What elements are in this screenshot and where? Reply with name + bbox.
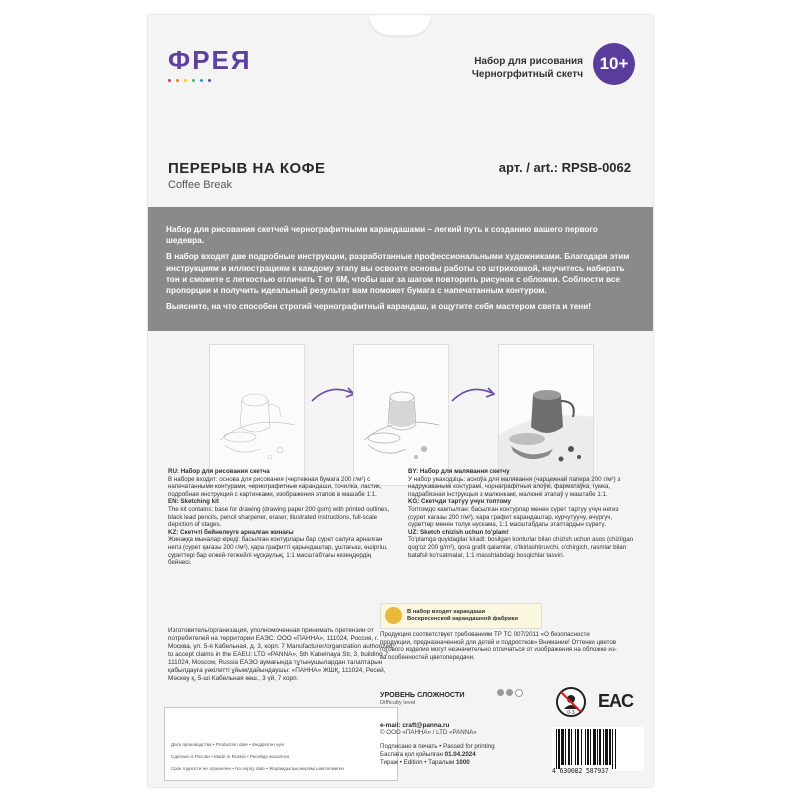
lang-body-en: The kit contains: base for drawing (drawing paper 200 gsm) with printed outlines, black lead pencils, pencil sharpener, eraser, illustrated instructions, full-scale depiction of stages. xyxy=(168,505,390,529)
difficulty-dot-filled xyxy=(506,689,513,696)
lang-label-kz: KZ: Скетчті бейнелеуге арналған жинағы xyxy=(168,528,294,536)
logo-dot xyxy=(208,79,211,82)
difficulty-dots xyxy=(497,689,523,697)
brand-logo xyxy=(168,45,252,82)
right-description-block xyxy=(408,468,638,559)
pencil-factory-badge xyxy=(380,603,542,629)
lang-label-en: EN: Sketching kit xyxy=(168,498,219,506)
logo-text: ФРЕЯ xyxy=(168,45,252,75)
barcode-bar xyxy=(568,729,570,765)
manufacturer-info: Изготовитель/организация, уполномоченная принимать претензии от потребителей на территории ЕАЭС: ООО «ПАННА», 111024, Россия, г. Москва, ул. 5-я Кабельная, д. 3, корп. 7 Manufacturer/organization authorized to accept claims in the EAEU: LTD «PANNA», 5th Kabelnaya Str, 3, building 7, 111024, Moscow, Russia ЕАЭО аумағында тұтынушылардан талаптарын қабылдауға уәкілетті ұйым/дайындаушы: «ПАННА» ЖШҚ, 111024, Ресей, Мәскеу қ, 5-ші Кабельная көш., 3 үй, 7 корп. xyxy=(168,627,393,682)
sketch-stage-1-image xyxy=(209,344,305,486)
print-info xyxy=(380,743,495,766)
lang-body-kg: Топтомдо камтылган: басылган контурлар менен сүрөт тартуу үчүн негиз (сүрөт кагазы 200 г/м²), кара графит карандаштар, курчутуучу, өчүргүч, сүрөттөр менен толук нускама, 1:1 масштабдагы этаптардын сүрөтү. xyxy=(408,505,619,529)
product-card xyxy=(148,15,653,787)
logo-dot xyxy=(192,79,195,82)
contact-email: e-mail: craft@panna.ru xyxy=(380,722,450,729)
kit-type-line2: Черногрфитный скетч xyxy=(471,69,583,80)
safety-standard-text: Продукция соответствует требованиям ТР ТС 007/2011 «О безопасности продукции, предназначенной для детей и подростков» Внимание! Оттенки цветов готового изделия могут незначительно отличаться от изображения на обложке из-за особенностей цветопередачи. xyxy=(380,631,617,661)
barcode xyxy=(552,727,644,771)
kit-type-label xyxy=(472,55,583,81)
sketch-stages xyxy=(148,331,653,481)
barcode-bar xyxy=(612,729,613,769)
sketch-stage-2-image xyxy=(353,344,449,486)
barcode-bar xyxy=(577,729,579,765)
made-in-line: Сделано в России • Made in Russia • Ресейде жасалған xyxy=(171,754,290,759)
barcode-bar xyxy=(575,729,576,765)
production-date-box xyxy=(164,707,398,781)
barcode-bar xyxy=(609,729,611,765)
barcode-bar xyxy=(556,729,557,769)
difficulty-dot-empty xyxy=(515,689,523,697)
edition-label: Тираж • Edition • Таралым xyxy=(380,758,455,766)
lang-body-ru: В наборе входит: основа для рисования (чертежная бумага 200 г/м²) с напечатанными контурами, чернографитные карандаши, точилка, ластик, подробная инструкция с картинками, изображения этапов в машабе 1:1. xyxy=(168,475,382,498)
description-paragraph: Выясните, на что способен строгий чернографитный карандаш, и ощутите себя мастером света и тени! xyxy=(166,302,592,312)
pencil-factory-icon xyxy=(385,607,402,624)
age-warning-icon xyxy=(556,687,586,717)
arrow-icon xyxy=(308,379,358,409)
logo-dot xyxy=(176,79,179,82)
barcode-bar xyxy=(590,729,591,765)
barcode-bar xyxy=(603,729,604,765)
product-subtitle: Coffee Break xyxy=(168,179,233,191)
barcode-bar xyxy=(565,729,566,765)
barcode-bar xyxy=(585,729,586,765)
lang-label-uz: UZ: Sketch chizish uchun to'plam! xyxy=(408,528,509,536)
arrow-icon xyxy=(448,379,498,409)
barcode-bar xyxy=(597,729,598,765)
barcode-number: 4 630082 587937 xyxy=(552,767,609,775)
barcode-bar xyxy=(558,729,560,769)
lang-label-by: BY: Набор для малявання скетчу xyxy=(408,468,510,475)
lang-body-uz: To'plamga quyidagilar kiradi: bosilgan konturlar bilan chizish uchun asos (chizilgan qog'oz 200 g/m²), qora grafit qalamlar, o'tkirlashtiruvchi, o'chirgich, rasmlar bilan batafsil ko'rsatmalar, 1:1 masshtabdagi bosqichlar tasviri. xyxy=(408,536,634,559)
edition-value: 1000 xyxy=(455,758,470,766)
sketch-stage-3-image xyxy=(498,344,594,486)
lang-label-kg: KG: Скетчди тартуу үчүн топтому xyxy=(408,498,511,506)
expiry-line: Срок годности не ограничен • No expiry date • Жарамдылық мерзімі шектелмеген xyxy=(171,766,344,771)
description-band xyxy=(148,207,653,331)
barcode-bar xyxy=(605,729,608,765)
age-warning-label: 0-3 xyxy=(567,710,575,715)
pencil-factory-line1: В набор входят карандаши xyxy=(407,609,486,615)
logo-dot xyxy=(168,79,171,82)
lang-label-ru: RU: Набор для рисования скетча xyxy=(168,468,270,475)
age-badge: 10+ xyxy=(593,43,635,85)
barcode-bar xyxy=(615,729,616,769)
hang-hole xyxy=(368,15,432,37)
difficulty-label: УРОВЕНЬ СЛОЖНОСТИ xyxy=(380,690,465,699)
lang-body-kz: Жинаққа мыналар кіреді: басылған контурлары бар сурет салуға арналған негіз (сурет қағазы 200 г/м²), қара графитті қарындаштар, ұштағыш, өшіргіш, суреттері бар егжей-тегжейлі нұсқаулық, 1:1 масштабтағы кезеңдердің бейнесі. xyxy=(168,536,388,567)
logo-dot xyxy=(200,79,203,82)
barcode-bar xyxy=(561,729,564,765)
barcode-bar xyxy=(599,729,601,765)
description-paragraph: В набор входят две подробные инструкции, разработанные профессиональными художниками. Благодаря этим инструкциям и иллюстрациям к каждому этапу вы освоите основы работы со штриховкой, научитесь набирать тон и сможете с легкостью отличить Т от 6М, чтобы шаг за шагом повторить рисунок с обложки. Соблюсти все пропорции и получить идеальный результат вам поможет бумага с напечатанным контуром. xyxy=(166,252,630,296)
kit-type-line1: Набор для рисования xyxy=(474,56,583,67)
print-line-1: Подписано в печать • Passed for printing xyxy=(380,743,495,750)
pencil-factory-line2: Воскресенской карандашной фабрики xyxy=(407,616,518,622)
barcode-bar xyxy=(571,729,572,765)
difficulty-dot-filled xyxy=(497,689,504,696)
print-date-value: 01.04.2024 xyxy=(444,750,476,758)
barcode-bar xyxy=(581,729,582,765)
left-description-block xyxy=(168,468,393,567)
logo-dot xyxy=(184,79,187,82)
product-title: ПЕРЕРЫВ НА КОФЕ xyxy=(168,160,326,177)
description-paragraph: Набор для рисования скетчей чернографитными карандашами – легкий путь к созданию вашего первого шедевра. xyxy=(166,225,598,246)
barcode-bar xyxy=(593,729,596,765)
copyright-text: © ООО «ПАННА» / LTD «PANNA» xyxy=(380,729,477,736)
difficulty-sublabel: Difficulty level xyxy=(380,700,416,706)
lang-body-by: У набор уваходзіць: асноўа для малявання (чарцежнай папера 200 г/м²) з надрукаванымі контурамі, чорнаграфітныя алоўкі, фарматаўка, гумка, падрабязная інструкцыя з малюнкамі, малюнкі этапаў у маштабе 1:1. xyxy=(408,475,621,498)
barcode-bar xyxy=(587,729,589,765)
print-date-label: Баспаға қол қойылған xyxy=(380,750,443,758)
logo-dots xyxy=(168,79,252,82)
eac-mark-icon: EAC xyxy=(598,691,634,711)
production-date-line: Дата производства • Production date • Өндірілген күні xyxy=(171,742,284,747)
article-number: арт. / art.: RPSB-0062 xyxy=(498,160,631,175)
